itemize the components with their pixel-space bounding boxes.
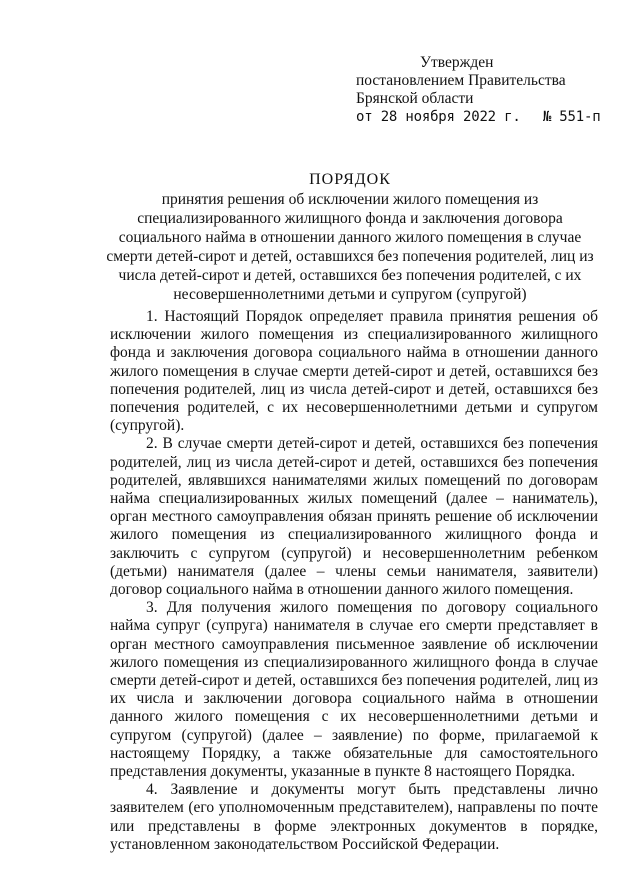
approval-date: 28 ноября 2022 г. (380, 109, 521, 125)
approval-stamp (356, 54, 626, 126)
document-title-block (100, 170, 600, 304)
document-subtitle: принятия решения об исключении жилого помещения из специализированного жилищного фонда и заключения договора социального найма в отношении данного жилого помещения в случае смерти детей-сирот и детей, оставшихся без попечения родителей, лиц из числа детей-сирот и детей, оставшихся без попечения родителей, с их несовершеннолетними детьми и супругом (супругой) (106, 191, 594, 303)
document-body (110, 308, 598, 854)
paragraph-2: 2. В случае смерти детей-сирот и детей, оставшихся без попечения родителей, лиц из числа детей-сирот и детей, оставшихся без попечения родителей, являвшихся нанимателями жилых помещений по договорам найма специализированных жилых помещений (далее – наниматель), орган местного самоуправления обязан принять решение об исключении жилого помещения из специализированного жилищного фонда и заключить с супругом (супругой) и несовершеннолетним ребенком (детьми) нанимателя (далее – члены семьи нанимателя, заявители) договор социального найма в отношении данного жилого помещения. (110, 435, 598, 599)
paragraph-3: 3. Для получения жилого помещения по договору социального найма супруг (супруга) нанимателя в случае его смерти представляет в орган местного самоуправления письменное заявление об исключении жилого помещения из специализированного жилищного фонда в случае смерти детей-сирот и детей, оставшихся без попечения родителей, лиц из их числа и заключении договора социального найма в отношении данного жилого помещения с их несовершеннолетними детьми и супругом (супругой) (далее – заявление) по форме, прилагаемой к настоящему Порядку, а также обязательные для самостоятельного представления документы, указанные в пункте 8 настоящего Порядка. (110, 599, 598, 781)
approval-authority: постановлением Правительства (356, 72, 566, 89)
approval-date-prefix: от (356, 109, 373, 125)
approval-number: № 551-п (542, 109, 601, 125)
approval-title: Утвержден (420, 54, 494, 71)
document-heading: ПОРЯДОК (309, 171, 391, 188)
paragraph-1: 1. Настоящий Порядок определяет правила принятия решения об исключении жилого помещения из специализированного жилищного фонда и заключения договора социального найма в отношении данного жилого помещения в случае смерти детей-сирот и детей, оставшихся без попечения родителей, лиц из числа детей-сирот и детей, оставшихся без попечения родителей, с их несовершеннолетними детьми и супругом (супругой). (110, 308, 598, 435)
approval-date-line (356, 108, 626, 126)
paragraph-4: 4. Заявление и документы могут быть представлены лично заявителем (его уполномоченным представителем), направлены по почте или представлены в форме электронных документов в порядке, установленном законодательством Российской Федерации. (110, 781, 598, 853)
approval-region: Брянской области (356, 90, 474, 107)
